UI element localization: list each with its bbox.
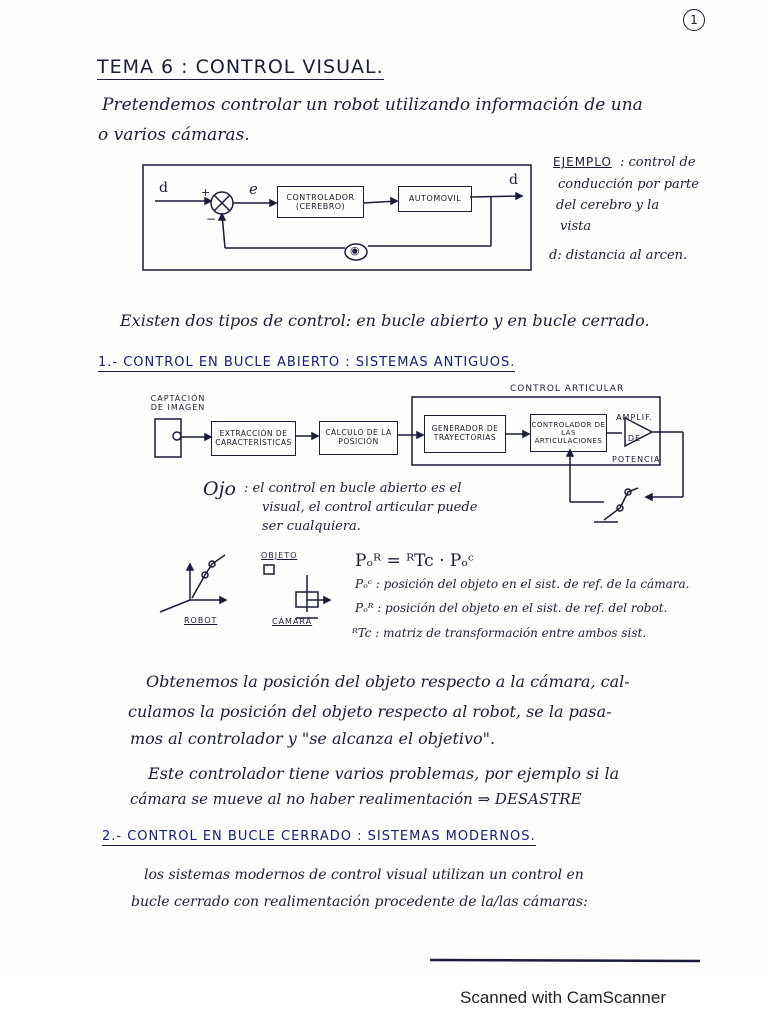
- definition-1: Pₒᶜ : posición del objeto en el sist. de ref. de la cámara.: [355, 577, 690, 591]
- note-line-2: visual, el control articular puede: [262, 500, 478, 515]
- section2-line-1: los sistemas modernos de control visual utilizan un control en: [144, 867, 584, 883]
- plant-box: AUTOMOVIL: [398, 186, 472, 212]
- camara-label: CÁMARA: [272, 617, 313, 626]
- controller-box: CONTROLADOR (CEREBRO): [277, 186, 364, 218]
- page-title: TEMA 6 : CONTROL VISUAL.: [97, 56, 384, 78]
- types-text: Existen dos tipos de control: en bucle abierto y en bucle cerrado.: [120, 311, 650, 330]
- note-line-3: ser cualquiera.: [262, 519, 361, 534]
- amp-label: AMPLIF. DE POTENCIA: [612, 413, 661, 464]
- extract-box: EXTRACCIÓN DE CARACTERÍSTICAS: [211, 421, 296, 456]
- paragraph1-line-1: Obtenemos la posición del objeto respecto a la cámara, cal-: [146, 672, 630, 691]
- input-label: d: [159, 180, 168, 196]
- robot-label: ROBOT: [184, 616, 218, 625]
- joint-control-label: CONTROL ARTICULAR: [510, 384, 625, 394]
- paragraph1-line-2: culamos la posición del objeto respecto al robot, se la pasa-: [128, 702, 612, 721]
- example-note: d: distancia al arcen.: [549, 248, 688, 263]
- intro-line-1: Pretendemos controlar un robot utilizando información de una: [102, 95, 643, 115]
- example-line-1: : control de: [620, 155, 696, 170]
- note-line-1: : el control en bucle abierto es el: [244, 481, 462, 496]
- definition-2: Pₒᴿ : posición del objeto en el sist. de ref. del robot.: [355, 601, 668, 615]
- capture-label: CAPTACIÓN DE IMAGEN: [150, 394, 206, 412]
- camera-icon: [155, 419, 181, 457]
- calc-box: CÁLCULO DE LA POSICIÓN: [319, 421, 398, 455]
- paragraph2-line-2: cámara se mueve al no haber realimentación ⇒ DESASTRE: [130, 790, 582, 808]
- plus-sign: +: [201, 186, 211, 199]
- eye-icon: ◉: [350, 244, 360, 257]
- scanner-watermark: Scanned with CamScanner: [460, 988, 667, 1007]
- error-label: e: [249, 180, 258, 198]
- page-number: 1: [683, 9, 705, 31]
- note-label: Ojo: [203, 478, 236, 500]
- paragraph1-line-3: mos al controlador y "se alcanza el objetivo".: [130, 729, 496, 748]
- example-line-2: conducción por parte: [558, 177, 699, 192]
- objeto-label: OBJETO: [261, 551, 298, 560]
- generator-box: GENERADOR DE TRAYECTORIAS: [424, 415, 506, 453]
- joint-controller-box: CONTROLADOR DE LAS ARTICULACIONES: [530, 414, 607, 452]
- definition-3: ᴿTc : matriz de transformación entre ambos sist.: [352, 626, 647, 640]
- example-label: EJEMPLO: [553, 155, 612, 169]
- intro-line-2: o varios cámaras.: [98, 125, 250, 145]
- section2-title: 2.- CONTROL EN BUCLE CERRADO : SISTEMAS MODERNOS.: [102, 829, 536, 844]
- paragraph2-line-1: Este controlador tiene varios problemas, por ejemplo si la: [148, 764, 620, 783]
- minus-sign: −: [206, 212, 217, 226]
- section2-line-2: bucle cerrado con realimentación procedente de la/las cámaras:: [131, 894, 588, 910]
- example-line-4: vista: [560, 219, 592, 234]
- section1-title: 1.- CONTROL EN BUCLE ABIERTO : SISTEMAS ANTIGUOS.: [98, 355, 516, 370]
- example-line-3: del cerebro y la: [556, 198, 660, 213]
- output-label: d: [509, 172, 518, 188]
- transform-equation: Pₒᴿ = ᴿTc · Pₒᶜ: [355, 551, 474, 571]
